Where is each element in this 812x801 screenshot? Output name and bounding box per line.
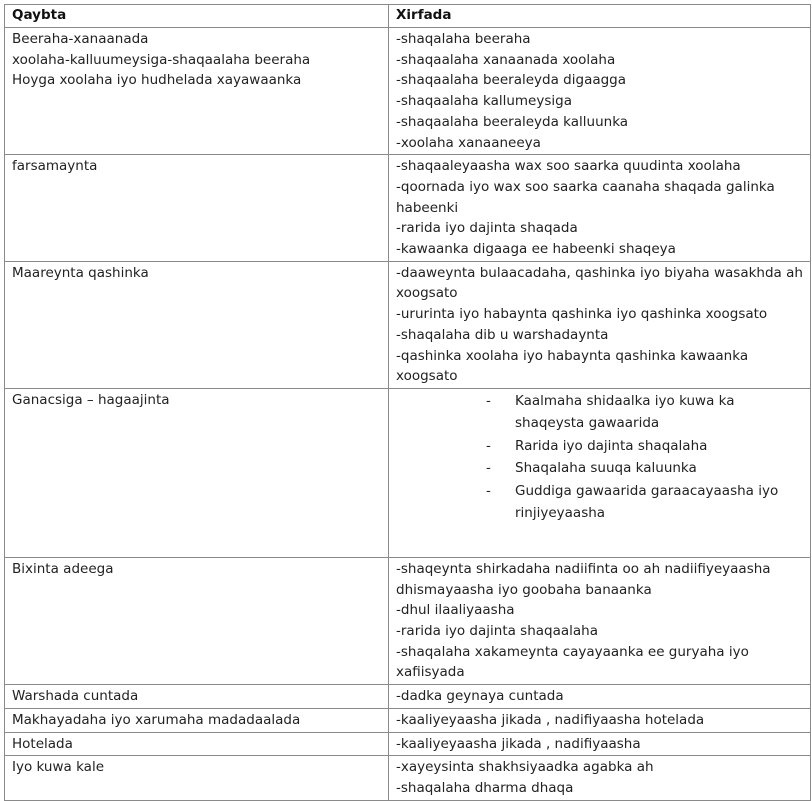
skills-cell [389, 685, 811, 709]
table-row [5, 261, 811, 388]
skill-text: -kaaliyeyaasha jikada , nadifiyaasha hotelada [396, 711, 705, 728]
list-item [396, 435, 803, 458]
skills-cell [389, 388, 811, 557]
table-row [5, 756, 811, 800]
sector-cell [5, 557, 389, 684]
skills-cell [389, 155, 811, 262]
sector-cell [5, 388, 389, 557]
skills-cell [389, 28, 811, 155]
skill-text: Kaalmaha shidaalka iyo kuwa ka shaqeysta gawaarida [515, 392, 735, 432]
list-marker: - [486, 482, 491, 499]
skill-text: -kaaliyeyaasha jikada , nadifiyaasha [396, 735, 641, 752]
sector-text: Maareynta qashinka [12, 264, 149, 281]
table-row [5, 732, 811, 756]
skill-text: -shaqalaha beeraha [396, 31, 531, 47]
skill-text: -shaqeynta shirkadaha nadiifinta oo ah nadiifiyeyaasha dhismayaasha iyo goobaha banaanka [396, 560, 771, 598]
sector-text: xoolaha-kalluumeysiga-shaqaalaha beeraha [12, 51, 311, 68]
table-row [5, 28, 811, 155]
skill-text: Guddiga gawaarida garaacayaasha iyo rinjiyeyaasha [515, 482, 779, 522]
table-row [5, 708, 811, 732]
sector-text: Hoyga xoolaha iyo hudhelada xayawaanka [12, 72, 302, 89]
sector-cell [5, 28, 389, 155]
skills-cell [389, 261, 811, 388]
sector-text: Makhayadaha iyo xarumaha madadaalada [12, 711, 301, 728]
list-marker: - [486, 437, 491, 454]
skills-cell [389, 557, 811, 684]
skill-text: -xoolaha xanaaneeya [396, 134, 541, 151]
skill-text: -dadka geynaya cuntada [396, 688, 564, 705]
list-marker: - [486, 460, 491, 477]
list-marker: - [486, 392, 491, 409]
skill-text: Rarida iyo dajinta shaqalaha [515, 437, 708, 454]
sector-text: Bixinta adeega [12, 560, 114, 577]
skill-text: -shaqalaha dharma dhaqa [396, 779, 574, 796]
list-item [396, 390, 803, 435]
sector-text: Beeraha-xanaanada [12, 31, 149, 47]
skill-text: -qoornada iyo wax soo saarka caanaha shaqada galinka habeenki [396, 178, 775, 216]
skills-cell [389, 732, 811, 756]
sector-cell [5, 732, 389, 756]
sector-cell [5, 708, 389, 732]
skill-text: -shaqaalaha beeraleyda digaagga [396, 72, 627, 89]
sector-text: Ganacsiga – hagaajinta [12, 391, 170, 408]
skill-text: -shaqalaha xakameynta cayayaanka ee guryaha iyo xafiisyada [396, 643, 749, 681]
skill-text: -ururinta iyo habaynta qashinka iyo qashinka xoogsato [396, 306, 768, 323]
sector-text: farsamaynta [12, 158, 98, 175]
skills-cell [389, 708, 811, 732]
skill-text: Shaqalaha suuqa kaluunka [515, 460, 697, 477]
skill-text: -daaweynta bulaacadaha, qashinka iyo biyaha wasakhda ah xoogsato [396, 264, 803, 302]
skill-text: -xayeysinta shakhsiyaadka agabka ah [396, 759, 654, 776]
sector-cell [5, 685, 389, 709]
table-header-row [5, 5, 811, 28]
sector-text: Warshada cuntada [12, 688, 139, 705]
skill-text: -shaqalaha dib u warshadaynta [396, 326, 609, 343]
skill-text: -shaqaalaha beeraleyda kalluunka [396, 113, 629, 130]
table-row [5, 388, 811, 557]
sector-text: Iyo kuwa kale [12, 759, 104, 776]
skill-text: -shaqaalaha kallumeysiga [396, 93, 572, 110]
list-item [396, 457, 803, 480]
skills-cell [389, 756, 811, 800]
table-row [5, 685, 811, 709]
table-row [5, 557, 811, 684]
skill-text: -shaqaalaha xanaanada xoolaha [396, 51, 616, 68]
column-header-skills: Xirfada [389, 5, 811, 28]
skill-text: -shaqaaleyaasha wax soo saarka quudinta xoolaha [396, 158, 741, 175]
skills-table [4, 4, 811, 801]
skill-text: -rarida iyo dajinta shaqaalaha [396, 623, 599, 640]
skill-text: -qashinka xoolaha iyo habaynta qashinka kawaanka xoogsato [396, 347, 749, 385]
sector-cell [5, 155, 389, 262]
sector-text: Hotelada [12, 735, 73, 752]
sector-cell [5, 261, 389, 388]
skills-list [396, 390, 803, 525]
sector-cell [5, 756, 389, 800]
list-item [396, 480, 803, 525]
skill-text: -rarida iyo dajinta shaqada [396, 220, 578, 237]
column-header-sector: Qaybta [5, 5, 389, 28]
table-row [5, 155, 811, 262]
skill-text: -kawaanka digaaga ee habeenki shaqeya [396, 241, 676, 258]
skill-text: -dhul ilaaliyaasha [396, 602, 515, 619]
